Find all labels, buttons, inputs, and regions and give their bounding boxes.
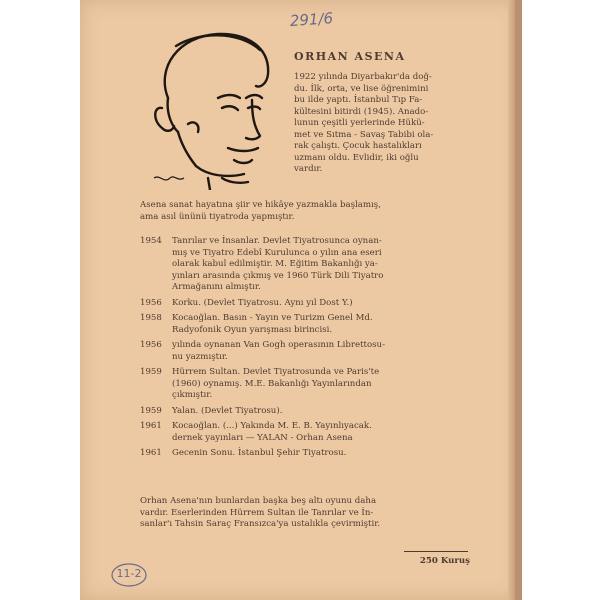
author-portrait-sketch [148, 28, 280, 190]
work-entry [140, 298, 480, 310]
work-text: Tanrılar ve İnsanlar. Devlet Tiyatrosunca oynan- mış ve Tiyatro Edebî Kurulunca o yılın ana eseri olarak kabul edilmiştir. M. Eğitim Bakanlığı ya- yınları arasında çıkmış ve 1960 Türk Dili Tiyatro Armağanını almıştır. [172, 236, 384, 292]
book-spine [515, 0, 522, 600]
work-year: 1956 [140, 297, 162, 308]
author-name-heading: ORHAN ASENA [294, 50, 406, 63]
work-text: Kocaoğlan. (...) Yakında M. E. B. Yayınlıyacak. dernek yayınları — YALAN - Orhan Asena [172, 421, 372, 443]
work-entry [140, 367, 480, 402]
work-text: Korku. (Devlet Tiyatrosu. Aynı yıl Dost Y.) [172, 297, 353, 308]
stamp-text: 11-2 [116, 567, 142, 580]
work-entry [140, 406, 480, 418]
work-entry [140, 340, 480, 363]
price-divider [404, 551, 468, 552]
work-text: yılında oynanan Van Gogh operasının Librettosu- nu yazmıştır. [172, 340, 385, 362]
work-year: 1954 [140, 236, 162, 246]
work-year: 1956 [140, 340, 162, 350]
intro-paragraph: Asena sanat hayatına şiir ve hikâye yazmakla başlamış, ama asıl ününü tiyatroda yapmıştır. [140, 200, 381, 222]
work-text: Hürrem Sultan. Devlet Tiyatrosunda ve Paris'te (1960) oynamış. M.E. Bakanlığı Yayınlarından çıkmıştır. [172, 367, 380, 400]
catalog-number: 291/6 [289, 9, 334, 31]
work-year: 1959 [140, 367, 162, 377]
price-label: 250 Kuruş [419, 556, 470, 566]
work-entry [140, 421, 480, 444]
pencil-stamp [110, 562, 148, 588]
work-year: 1961 [140, 421, 162, 431]
work-entry [140, 236, 480, 294]
closing-paragraph: Orhan Asena'nın bunlardan başka beş altı oyunu daha vardır. Eserlerinden Hürrem Sultan ile Tanrılar ve İn- sanlar'ı Tahsin Saraç Fransızca'ya ustalıkla çevirmiştir. [140, 496, 381, 529]
work-text: Kocaoğlan. Basın - Yayın ve Turizm Genel Md. Radyofonik Oyun yarışması birincisi. [172, 313, 373, 335]
works-list [140, 236, 480, 464]
work-year: 1959 [140, 405, 162, 416]
work-entry [140, 448, 480, 460]
work-text: Yalan. (Devlet Tiyatrosu). [172, 405, 283, 416]
work-year: 1958 [140, 313, 162, 323]
page-edge [508, 0, 515, 600]
work-entry [140, 313, 480, 336]
work-year: 1961 [140, 448, 162, 458]
author-biography: 1922 yılında Diyarbakır'da doğ- du. İlk, orta, ve lise öğrenimini bu ilde yaptı. İstanbul Tıp Fa- kültesini bitirdi (1945). Anado- lunun çeşitli yerlerinde Hükü- met ve Sıtma - Savaş Tabibi ola- rak çalıştı. Çocuk hastalıkları uzmanı oldu. Evlidir, iki oğlu vardır. [294, 72, 434, 174]
work-text: Gecenin Sonu. İstanbul Şehir Tiyatrosu. [172, 448, 347, 458]
